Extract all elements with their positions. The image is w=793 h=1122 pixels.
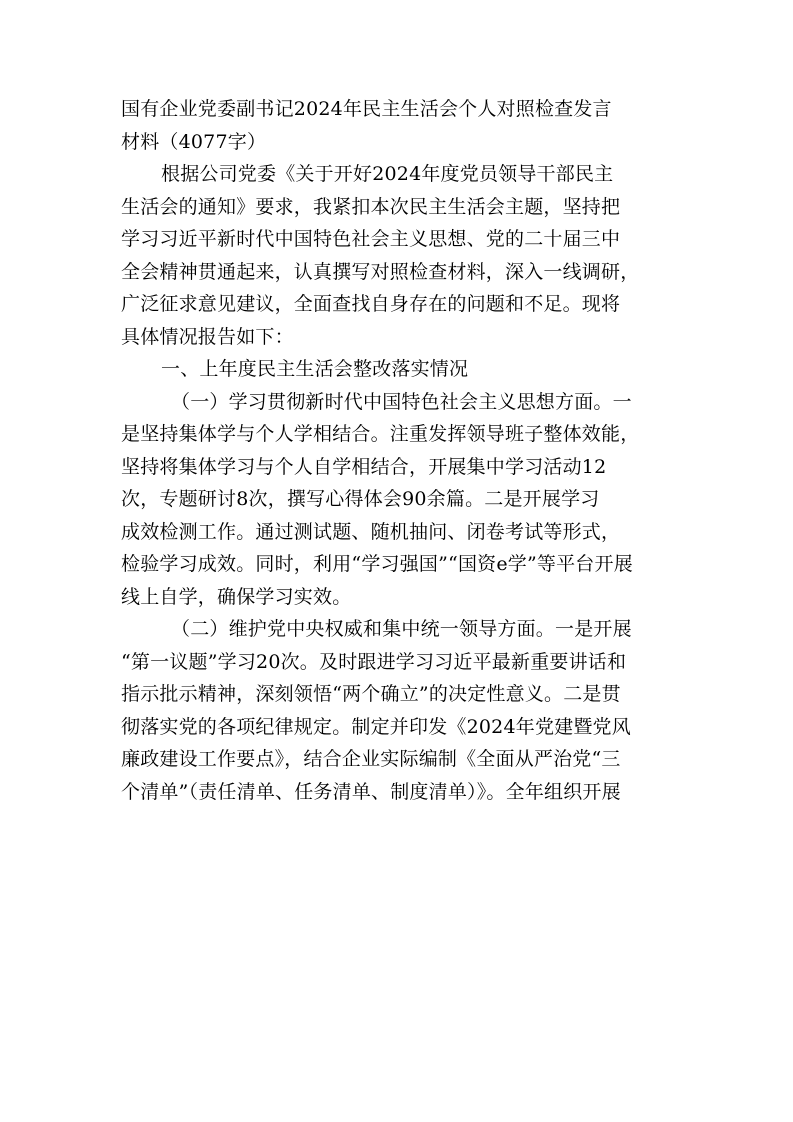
intro-paragraph-line: 学习习近平新时代中国特色社会主义思想、党的二十届三中: [121, 228, 621, 250]
subsection-paragraph-line: 指示批示精神，深刻领悟“两个确立”的决定性意义。二是贯: [121, 683, 621, 705]
subsection-paragraph-line: “第一议题”学习20次。及时跟进学习习近平最新重要讲话和: [121, 650, 627, 673]
intro-paragraph-line: 根据公司党委《关于开好2024年度党员领导干部民主: [161, 163, 614, 185]
subsection-paragraph-line: 彻落实党的各项纪律规定。制定并印发《2024年党建暨党风: [121, 715, 631, 738]
subsection-paragraph-line: （一）学习贯彻新时代中国特色社会主义思想方面。一: [171, 390, 632, 413]
subsection-paragraph-line: 廉政建设工作要点》，结合企业实际编制《全面从严治党“三: [121, 748, 621, 770]
intro-paragraph-line: 具体情况报告如下：: [121, 325, 294, 348]
subsection-paragraph-line: 检验学习成效。同时，利用“学习强国”“国资e学”等平台开展: [121, 553, 633, 575]
document-title: 国有企业党委副书记2024年民主生活会个人对照检查发言: [121, 98, 612, 120]
subsection-paragraph-line: 线上自学，确保学习实效。: [121, 585, 352, 608]
subsection-paragraph-line: 个清单”（责任清单、任务清单、制度清单）》。全年组织开展: [121, 780, 621, 803]
subsection-paragraph-line: 成效检测工作。通过测试题、随机抽问、闭卷考试等形式，: [121, 520, 621, 543]
intro-paragraph-line: 生活会的通知》要求，我紧扣本次民主生活会主题，坚持把: [121, 195, 621, 218]
document-title: 材料（4077字）: [121, 130, 267, 153]
subsection-paragraph-line: 次，专题研讨8次，撰写心得体会90余篇。二是开展学习: [121, 488, 600, 510]
subsection-paragraph-line: 坚持将集体学习与个人自学相结合，开展集中学习活动12: [121, 455, 607, 478]
subsection-paragraph-line: 是坚持集体学与个人学相结合。注重发挥领导班子整体效能，: [121, 423, 640, 445]
document-page: [121, 93, 691, 808]
intro-paragraph-line: 全会精神贯通起来，认真撰写对照检查材料，深入一线调研，: [121, 260, 640, 283]
section-heading: 一、上年度民主生活会整改落实情况: [161, 358, 469, 380]
intro-paragraph-line: 广泛征求意见建议，全面查找自身存在的问题和不足。现将: [121, 293, 621, 315]
subsection-paragraph-line: （二）维护党中央权威和集中统一领导方面。一是开展: [171, 618, 632, 640]
